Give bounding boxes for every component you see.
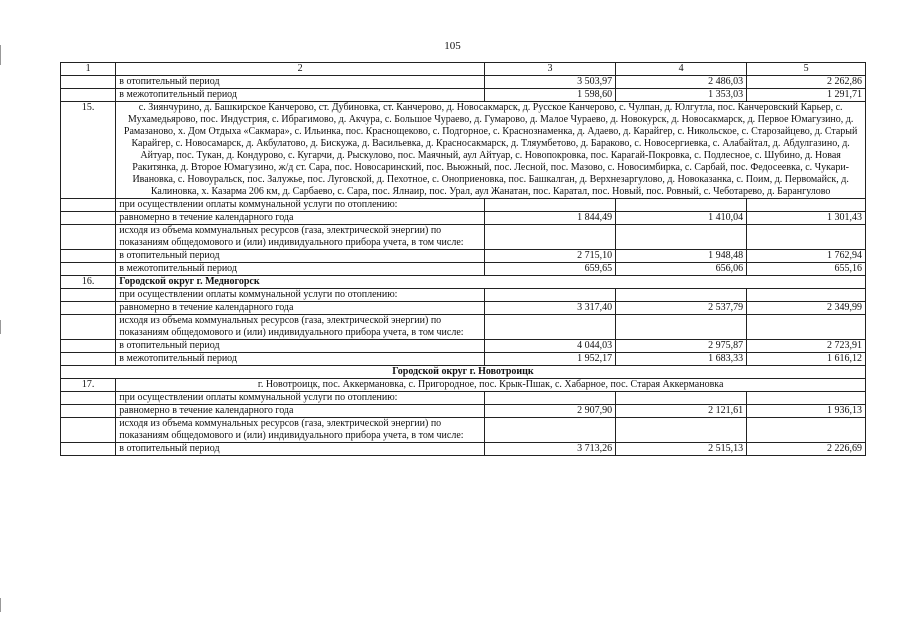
section-number: 17. [61,379,116,392]
table-row [61,405,866,418]
table-row [61,76,866,89]
row-label: равномерно в течение календарного года [116,405,485,418]
value-cell-4: 2 537,79 [616,302,747,315]
value-cell-3 [484,392,615,405]
row-number-cell [61,302,116,315]
section-row [61,102,866,199]
row-number-cell [61,89,116,102]
table-row [61,418,866,443]
value-cell-3: 659,65 [484,263,615,276]
value-cell-3 [484,418,615,443]
row-number-cell [61,405,116,418]
table-row [61,392,866,405]
value-cell-5 [747,199,866,212]
value-cell-3: 2 907,90 [484,405,615,418]
column-header: 1 [61,63,116,76]
value-cell-5: 2 226,69 [747,443,866,456]
row-label: в отопительный период [116,76,485,89]
value-cell-4: 1 410,04 [616,212,747,225]
value-cell-5 [747,225,866,250]
row-number-cell [61,263,116,276]
value-cell-3: 3 317,40 [484,302,615,315]
value-cell-3: 4 044,03 [484,340,615,353]
value-cell-4 [616,392,747,405]
table-row [61,315,866,340]
table-row [61,353,866,366]
value-cell-3 [484,199,615,212]
value-cell-5: 1 291,71 [747,89,866,102]
tariff-table [60,62,866,456]
row-label: в межотопительный период [116,89,485,102]
value-cell-4: 656,06 [616,263,747,276]
table-header-row [61,63,866,76]
value-cell-4: 2 121,61 [616,405,747,418]
row-number-cell [61,225,116,250]
table-row [61,302,866,315]
section-localities: с. Зиянчурино, д. Башкирское Канчерово, ст. Дубиновка, ст. Канчерово, д. Новосакмарск, д. Русское Канчерово, с. Чулпан, д. Юлгутла, пос. Канчеровский Карьер, с. Мухамедьярово, пос. Индустрия, с. Ибрагимово, д. Акчура, с. Большое Чураево, д. Гумарово, д. Малое Чураево, д. Новокурск, д. Новосакмарск, д. Первое Юмагузино, д. Рамазаново, х. Дом Отдыха «Сакмара», с. Ильинка, пос. Краснощеково, с. Подгорное, с. Краснознаменка, д. Адаево, д. Карайгер, с. Никольское, с. Старозайцево, д. Старый Карайгер, с. Новосамарск, д. Акбулатово, д. Бискужа, д. Васильевка, д. Красносакмарск, д. Тляумбетово, д. Бараково, с. Новосергиевка, с. Алабайтал, д. Абдулгазино, д. Айтуар, пос. Тукан, д. Кондурово, с. Кугарчи, д. Рыскулово, пос. Маячный, аул Айтуар, с. Новопокровка, пос. Карагай-Покровка, с. Подлесное, с. Шубино, д. Новая Ракитянка, д. Второе Юмагузино, ж/д ст. Сара, пос. Новосаринский, пос. Вьюжный, пос. Лесной, пос. Мазово, с. Новосимбирка, с. Сарбай, пос. Федосеевка, с. Чукари-Ивановка, с. Новоуральск, пос. Залужье, пос. Луговской, д. Пехотное, с. Оноприеновка, пос. Башкалган, д. Верхнезаргулово, д. Новоказанка, с. Поим, д. Первомайск, д. Калиновка, х. Казарма 206 км, д. Сарбаево, с. Сара, пос. Ялнаир, пос. Урал, аул Жанатан, пос. Каратал, пос. Новый, пос. Ровный, с. Чеботарево, д. Барангулово [116,102,866,199]
value-cell-3 [484,289,615,302]
row-number-cell [61,353,116,366]
row-label: при осуществлении оплаты коммунальной услуги по отоплению: [116,392,485,405]
value-cell-4: 1 353,03 [616,89,747,102]
row-label: исходя из объема коммунальных ресурсов (газа, электрической энергии) по показаниям общедомового и (или) индивидуального прибора учета, в том числе: [116,225,485,250]
margin-mark-top [0,45,1,65]
value-cell-4: 2 975,87 [616,340,747,353]
district-heading-row [61,366,866,379]
row-number-cell [61,443,116,456]
row-number-cell [61,76,116,89]
value-cell-5: 1 762,94 [747,250,866,263]
value-cell-5: 1 936,13 [747,405,866,418]
row-label: при осуществлении оплаты коммунальной услуги по отоплению: [116,289,485,302]
value-cell-5 [747,315,866,340]
value-cell-4 [616,315,747,340]
row-number-cell [61,392,116,405]
table-row [61,250,866,263]
column-header: 5 [747,63,866,76]
value-cell-4: 1 683,33 [616,353,747,366]
value-cell-3: 3 713,26 [484,443,615,456]
section-row [61,379,866,392]
section-number: 16. [61,276,116,289]
row-label: равномерно в течение календарного года [116,302,485,315]
section-title: Городской округ г. Медногорск [116,276,866,289]
value-cell-3 [484,315,615,340]
value-cell-3: 1 952,17 [484,353,615,366]
value-cell-3 [484,225,615,250]
value-cell-5 [747,418,866,443]
row-label: в межотопительный период [116,353,485,366]
column-header: 4 [616,63,747,76]
row-number-cell [61,418,116,443]
row-label: в отопительный период [116,250,485,263]
value-cell-3: 3 503,97 [484,76,615,89]
table-row [61,89,866,102]
value-cell-5: 655,16 [747,263,866,276]
value-cell-5: 2 349,99 [747,302,866,315]
row-label: в межотопительный период [116,263,485,276]
table-row [61,199,866,212]
value-cell-3: 1 598,60 [484,89,615,102]
row-number-cell [61,250,116,263]
section-row [61,276,866,289]
value-cell-4 [616,225,747,250]
value-cell-4 [616,199,747,212]
district-heading: Городской округ г. Новотроицк [61,366,866,379]
row-label: равномерно в течение календарного года [116,212,485,225]
row-number-cell [61,212,116,225]
table-row [61,289,866,302]
row-label: в отопительный период [116,443,485,456]
table-row [61,225,866,250]
column-header: 3 [484,63,615,76]
value-cell-5: 2 262,86 [747,76,866,89]
row-label: исходя из объема коммунальных ресурсов (газа, электрической энергии) по показаниям общедомового и (или) индивидуального прибора учета, в том числе: [116,418,485,443]
value-cell-5: 1 616,12 [747,353,866,366]
value-cell-4: 2 486,03 [616,76,747,89]
value-cell-3: 1 844,49 [484,212,615,225]
section-localities: г. Новотроицк, пос. Аккермановка, с. Пригородное, пос. Крык-Пшак, с. Хабарное, пос. Старая Аккермановка [116,379,866,392]
row-number-cell [61,315,116,340]
value-cell-5 [747,289,866,302]
value-cell-5 [747,392,866,405]
value-cell-4 [616,418,747,443]
row-number-cell [61,289,116,302]
table-row [61,443,866,456]
margin-mark-bottom [0,598,1,612]
row-label: при осуществлении оплаты коммунальной услуги по отоплению: [116,199,485,212]
row-label: исходя из объема коммунальных ресурсов (газа, электрической энергии) по показаниям общедомового и (или) индивидуального прибора учета, в том числе: [116,315,485,340]
table-row [61,212,866,225]
row-number-cell [61,340,116,353]
row-number-cell [61,199,116,212]
value-cell-4: 1 948,48 [616,250,747,263]
value-cell-3: 2 715,10 [484,250,615,263]
table-row [61,263,866,276]
value-cell-5: 1 301,43 [747,212,866,225]
column-header: 2 [116,63,485,76]
value-cell-4 [616,289,747,302]
page-number: 105 [444,40,461,52]
row-label: в отопительный период [116,340,485,353]
table-row [61,340,866,353]
section-number: 15. [61,102,116,199]
value-cell-5: 2 723,91 [747,340,866,353]
value-cell-4: 2 515,13 [616,443,747,456]
margin-mark-middle [0,320,1,334]
